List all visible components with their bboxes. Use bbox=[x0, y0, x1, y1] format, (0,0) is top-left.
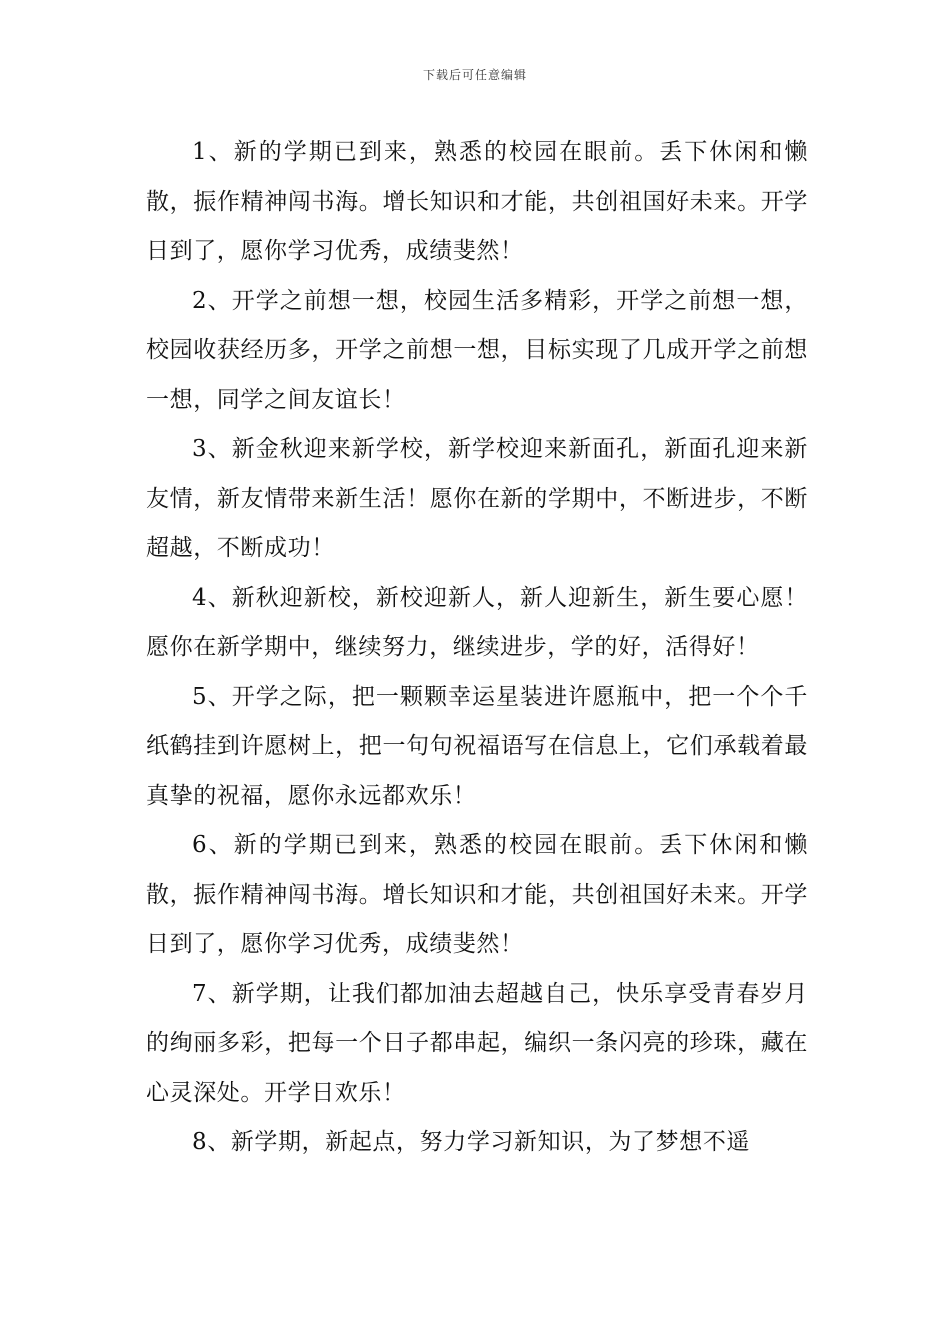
paragraph-4: 4、新秋迎新校，新校迎新人，新人迎新生，新生要心愿！愿你在新学期中，继续努力，继续进步，学的好，活得好！ bbox=[146, 584, 808, 660]
paragraph-1: 1、新的学期已到来，熟悉的校园在眼前。丢下休闲和懒散，振作精神闯书海。增长知识和才能，共创祖国好未来。开学日到了，愿你学习优秀，成绩斐然！ bbox=[146, 139, 808, 264]
document-body bbox=[146, 128, 808, 1168]
paragraph-3: 3、新金秋迎来新学校，新学校迎来新面孔，新面孔迎来新友情，新友情带来新生活！愿你在新的学期中，不断进步，不断超越，不断成功！ bbox=[146, 436, 808, 561]
paragraph-6: 6、新的学期已到来，熟悉的校园在眼前。丢下休闲和懒散，振作精神闯书海。增长知识和才能，共创祖国好未来。开学日到了，愿你学习优秀，成绩斐然！ bbox=[146, 832, 808, 957]
page-header: 下载后可任意编辑 bbox=[422, 68, 527, 82]
paragraph-5: 5、开学之际，把一颗颗幸运星装进许愿瓶中，把一个个千纸鹤挂到许愿树上，把一句句祝福语写在信息上，它们承载着最真挚的祝福，愿你永远都欢乐！ bbox=[146, 683, 808, 809]
paragraph-8: 8、新学期，新起点，努力学习新知识，为了梦想不遥 bbox=[192, 1129, 751, 1155]
paragraph-2: 2、开学之前想一想，校园生活多精彩，开学之前想一想，校园收获经历多，开学之前想一想，目标实现了几成开学之前想一想，同学之间友谊长！ bbox=[146, 287, 808, 413]
paragraph-7: 7、新学期，让我们都加油去超越自己，快乐享受青春岁月的绚丽多彩，把每一个日子都串起，编织一条闪亮的珍珠，藏在心灵深处。开学日欢乐！ bbox=[146, 980, 808, 1106]
